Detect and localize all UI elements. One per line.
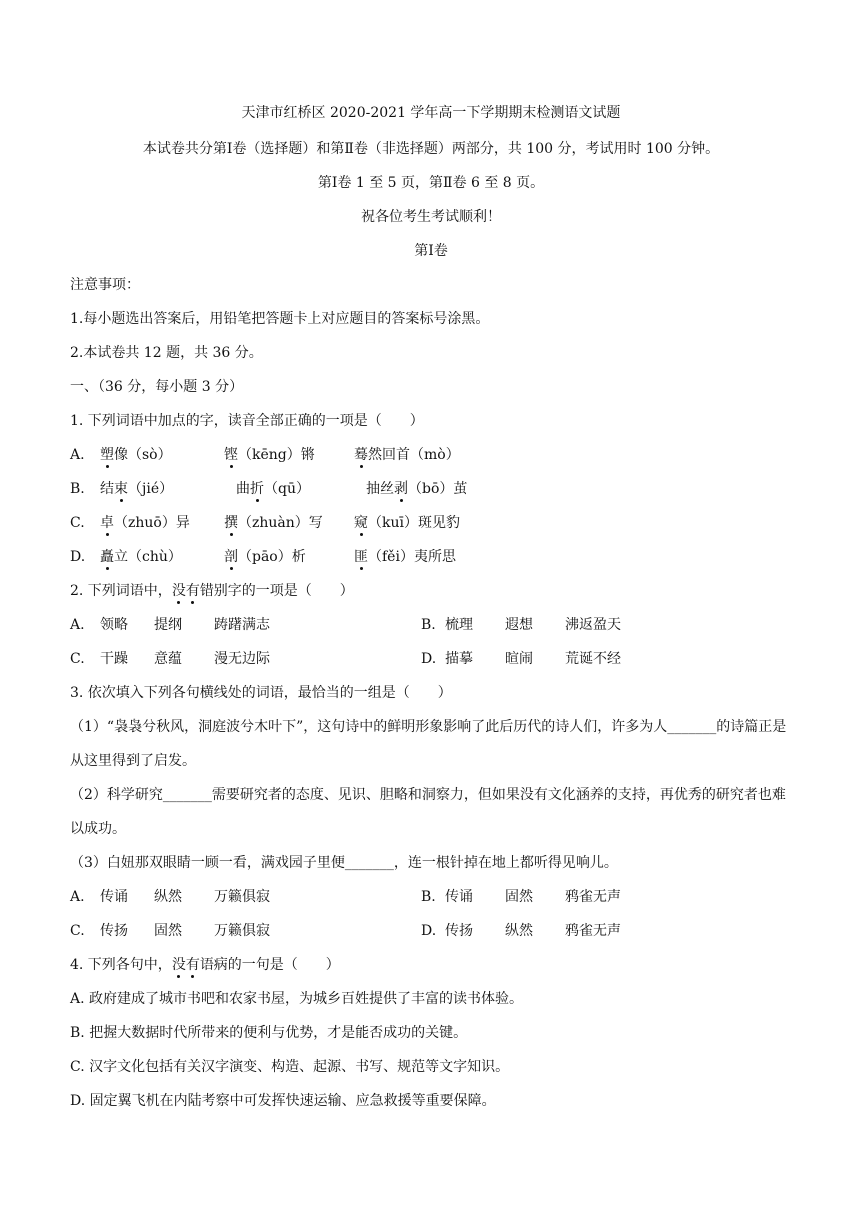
q3-options-row-2 [70,914,792,948]
option-letter: A. [70,447,85,463]
dotted-char: 折 [250,472,264,506]
q3-option-c: C. 传扬 固然 万籁俱寂 [70,923,270,939]
q3-sentence-2: （2）科学研究_______需要研究者的态度、见识、胆略和洞察力，但如果没有文化涵养的支持，再优秀的研究者也难以成功。 [70,787,786,837]
dotted-char: 塑 [100,438,114,472]
option-item-1: 卓（zhuō）异 [100,506,224,540]
option-item-2: 撰（zhuàn）写 [224,506,354,540]
q2-option-b: B. 梳理 遐想 沸返盈天 [421,617,621,633]
option-letter: C. [70,515,85,531]
dotted-char: 铿 [224,438,238,472]
option-item-3: 抽丝剥（bō）茧 [366,472,467,506]
note-item: 1.每小题选出答案后，用铅笔把答题卡上对应题目的答案标号涂黑。 [70,311,490,327]
dotted-char: 有 [186,574,200,608]
option-item-3: 匪（fěi）夷所思 [354,540,456,574]
q2-options-row-1 [70,608,792,642]
exam-wish: 祝各位考生考试顺利！ [361,209,501,225]
q3-option-d: D. 传扬 纵然 鸦雀无声 [421,923,621,939]
exam-title: 天津市红桥区 2020-2021 学年高一下学期期末检测语文试题 [241,105,621,121]
dotted-char: 矗 [100,540,114,574]
q2-option-a: A. 领略 提纲 踌躇满志 [70,617,270,633]
q4-option-b: B. 把握大数据时代所带来的便利与优势，才是能否成功的关键。 [70,1025,468,1041]
dotted-char: 剥 [394,472,408,506]
q2-stem: 2. 下列词语中，没有错别字的一项是（ ） [70,574,792,608]
option-letter: B. [70,481,85,497]
option-item-2: 铿（kēng）锵 [224,438,354,472]
option-item-3: 蓦然回首（mò） [354,438,460,472]
dotted-char: 匪 [354,540,368,574]
q3-option-b: B. 传诵 固然 鸦雀无声 [421,889,621,905]
option-item-1: 塑像（sò） [100,438,224,472]
volume-title: 第Ⅰ卷 [414,243,448,259]
exam-page-range: 第Ⅰ卷 1 至 5 页，第Ⅱ卷 6 至 8 页。 [317,175,545,191]
note-item: 2.本试卷共 12 题，共 36 分。 [70,345,263,361]
option-item-1: 矗立（chù） [100,540,224,574]
q1-option-c [70,506,792,540]
option-item-2: 曲折（qū） [236,472,366,506]
q3-sentence-3: （3）白妞那双眼睛一顾一看，满戏园子里便_______，连一根针掉在地上都听得见响儿。 [70,855,618,871]
dotted-char: 没 [172,948,186,982]
dotted-char: 蓦 [354,438,368,472]
option-item-3: 窥（kuī）斑见豹 [354,506,460,540]
q3-option-a: A. 传诵 纵然 万籁俱寂 [70,889,270,905]
q4-option-a: A. 政府建成了城市书吧和农家书屋，为城乡百姓提供了丰富的读书体验。 [70,991,524,1007]
q4-option-d: D. 固定翼飞机在内陆考察中可发挥快速运输、应急救援等重要保障。 [70,1093,496,1109]
dotted-char: 撰 [224,506,238,540]
q3-options-row-1 [70,880,792,914]
dotted-char: 窥 [354,506,368,540]
q3-stem: 3. 依次填入下列各句横线处的词语，最恰当的一组是（ ） [70,685,452,701]
dotted-char: 剖 [224,540,238,574]
dotted-char: 没 [172,574,186,608]
notes-title: 注意事项： [70,277,140,293]
q4-option-c: C. 汉字文化包括有关汉字演变、构造、起源、书写、规范等文字知识。 [70,1059,510,1075]
q1-option-b [70,472,792,506]
q2-options-row-2 [70,642,792,676]
exam-intro: 本试卷共分第Ⅰ卷（选择题）和第Ⅱ卷（非选择题）两部分，共 100 分，考试用时 100 分钟。 [142,141,720,157]
q1-option-d [70,540,792,574]
q3-sentence-1: （1）“袅袅兮秋风，洞庭波兮木叶下”，这句诗中的鲜明形象影响了此后历代的诗人们，许多为人_______的诗篇正是从这里得到了启发。 [70,719,787,769]
dotted-char: 卓 [100,506,114,540]
q2-option-d: D. 描摹 暄闹 荒诞不经 [421,651,621,667]
section-heading: 一、（36 分，每小题 3 分） [70,379,244,395]
dotted-char: 有 [186,948,200,982]
option-letter: D. [70,549,86,565]
dotted-char: 束 [114,472,128,506]
option-item-1: 结束（jié） [100,472,236,506]
q4-stem: 4. 下列各句中，没有语病的一句是（ ） [70,948,792,982]
q1-stem: 1. 下列词语中加点的字，读音全部正确的一项是（ ） [70,413,424,429]
q1-option-a [70,438,792,472]
q2-option-c: C. 干躁 意蕴 漫无边际 [70,651,270,667]
option-item-2: 剖（pāo）析 [224,540,354,574]
